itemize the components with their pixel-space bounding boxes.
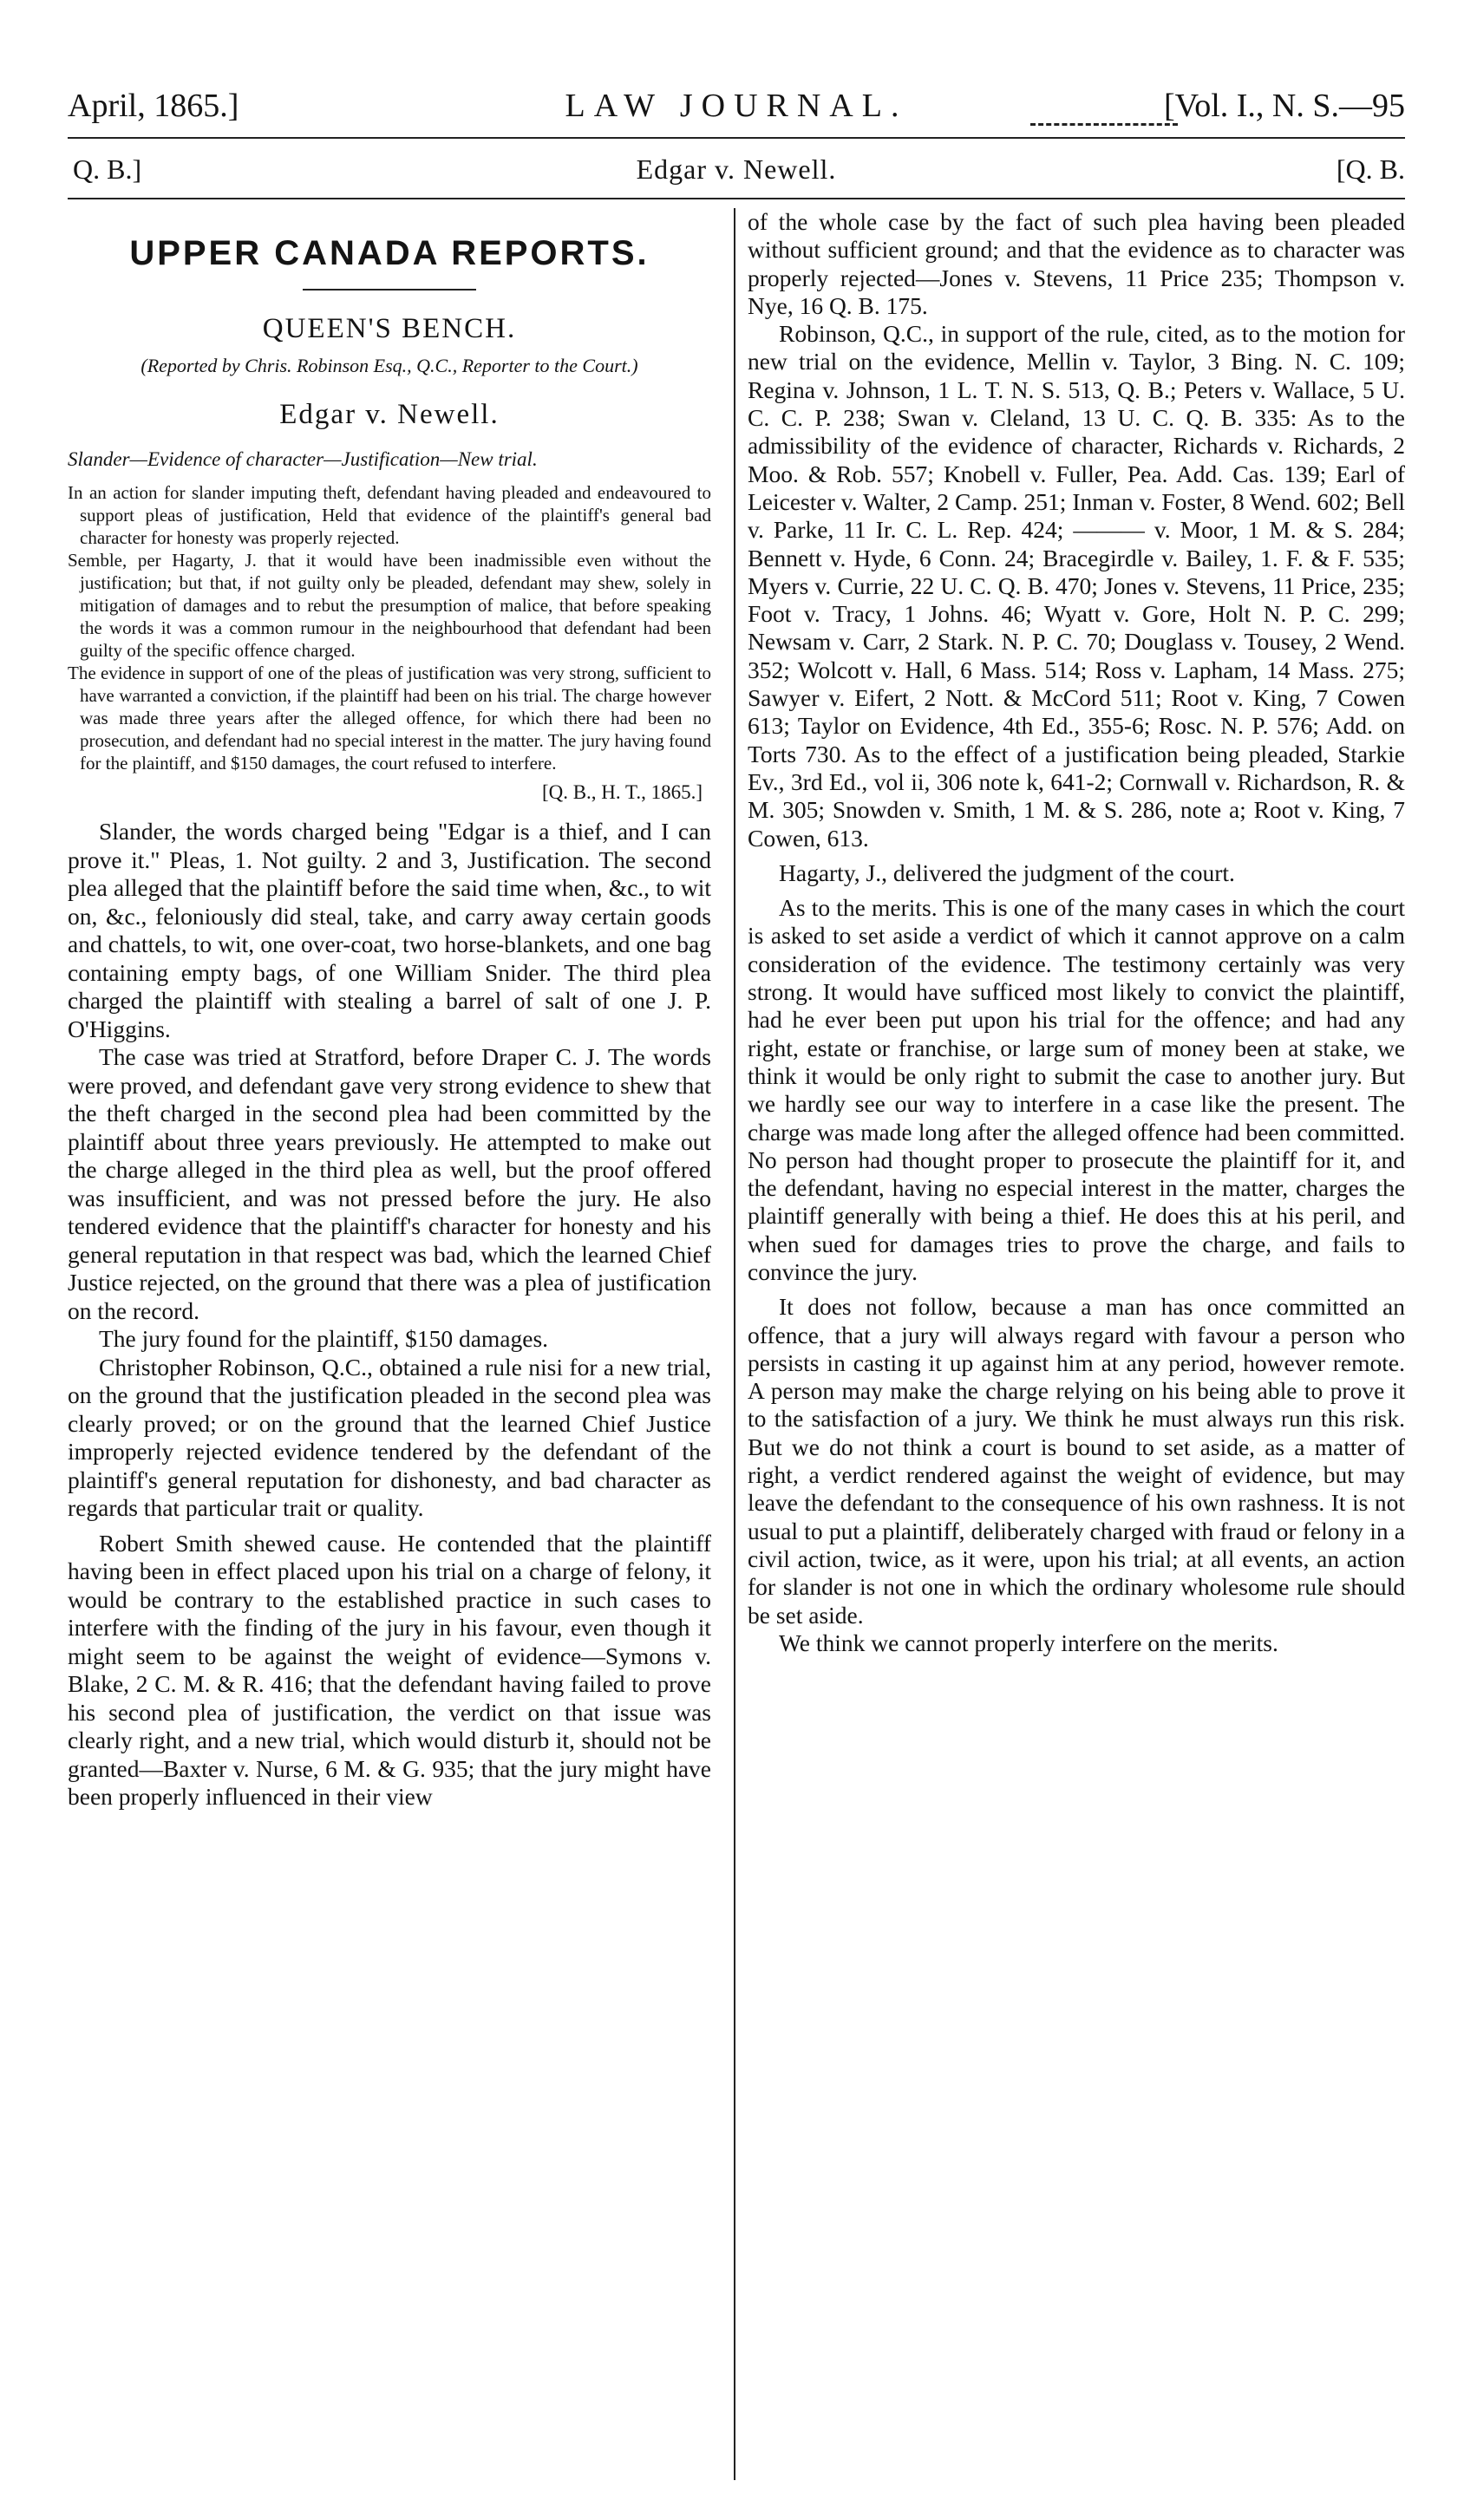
- headnote: The evidence in support of one of the pleas of justification was very strong, sufficient to have warranted a conviction, if the plaintiff had been on his trial. The charge however was made three years after the alleged offence, for which there had been no prosecution, and defendant had no special interest in the matter. The jury having found for the plaintiff, and $150 damages, the court refused to interfere.: [68, 663, 711, 774]
- body-paragraph: The jury found for the plaintiff, $150 damages.: [99, 1325, 549, 1352]
- case-title: Edgar v. Newell.: [279, 399, 500, 430]
- body-paragraph: of the whole case by the fact of such plea having been pleaded without sufficient ground; and that the evidence as to character was properly rejected—Jones v. Stevens, 11 Price 235; Thompson v. Nye, 16 Q. B. 175.: [748, 208, 1405, 319]
- case-head-rule: [68, 198, 1405, 199]
- journal-title: LAW JOURNAL.: [565, 88, 908, 124]
- court-name: QUEEN'S BENCH.: [262, 313, 517, 344]
- court-right: [Q. B.: [1336, 153, 1405, 185]
- running-head: [68, 80, 1405, 132]
- subject-line: Slander—Evidence of character—Justification—New trial.: [68, 448, 538, 470]
- column-divider: [734, 208, 735, 2480]
- issue-date: April, 1865.]: [68, 88, 239, 124]
- body-paragraph: The case was tried at Stratford, before Draper C. J. The words were proved, and defendant gave very strong evidence to shew that the theft charged in the second plea had been committed by the plaintiff about three years previously. He attempted to make out the charge alleged in the third plea as well, but the proof offered was insufficient, and was not pressed before the jury. He also tendered evidence that the plaintiff's character for honesty and his general reputation in that respect was bad, which the learned Chief Justice rejected, on the ground that there was a plea of justification on the record.: [68, 1043, 711, 1324]
- section-title: UPPER CANADA REPORTS.: [129, 234, 650, 272]
- body-paragraph: Hagarty, J., delivered the judgment of the court.: [779, 858, 1235, 886]
- headnote: In an action for slander imputing theft, defendant having pleaded and endeavoured to support pleas of justification, Held that evidence of the plaintiff's general bad character for honesty was properly rejected.: [68, 482, 711, 548]
- header-rule: [68, 137, 1405, 139]
- body-paragraph: Slander, the words charged being "Edgar is a thief, and I can prove it." Pleas, 1. Not guilty. 2 and 3, Justification. The second plea alleged that the plaintiff before the said time when, &c., to wit on, &c., feloniously did steal, take, and carry away certain goods and chattels, to wit, one over-coat, two horse-blankets, and one bag containing empty bags, of one William Snider. The third plea charged the plaintiff with stealing a barrel of salt of one J. P. O'Higgins.: [68, 818, 711, 1042]
- court-left: Q. B.]: [73, 153, 142, 185]
- headnote: Semble, per Hagarty, J. that it would have been inadmissible even without the justification; but that, if not guilty only be pleaded, defendant may shew, solely in mitigation of damages and to rebut the presumption of malice, that before speaking the words it was a common rumour in the neighbourhood that defendant had been guilty of the specific offence charged.: [68, 550, 711, 661]
- case-running-head: [68, 146, 1405, 193]
- volume-page: [Vol. I., N. S.—95: [1164, 88, 1405, 124]
- title-rule: [303, 289, 476, 291]
- left-column: [68, 208, 711, 2497]
- body-paragraph: We think we cannot properly interfere on the merits.: [779, 1629, 1278, 1656]
- body-paragraph: Robert Smith shewed cause. He contended that the plaintiff having been in effect placed upon his trial on a charge of felony, it would be contrary to the established practice in such cases to interfere with the finding of the jury in his favour, even though it might seem to be against the weight of evidence—Symons v. Blake, 2 C. M. & R. 416; that the defendant having failed to prove his second plea of justification, the verdict on that issue was clearly right, and a new trial, which would disturb it, should not be granted—Baxter v. Nurse, 6 M. & G. 935; that the jury might have been properly influenced in their view: [68, 1529, 711, 1810]
- body-paragraph: Christopher Robinson, Q.C., obtained a rule nisi for a new trial, on the ground that the justification pleaded in the second plea was clearly proved; or on the ground that the learned Chief Justice improperly rejected evidence tendered by the defendant of the plaintiff's general reputation for dishonesty, and bad character as regards that particular trait or quality.: [68, 1353, 711, 1521]
- term-citation: [Q. B., H. T., 1865.]: [541, 781, 703, 803]
- body-paragraph: Robinson, Q.C., in support of the rule, cited, as to the motion for new trial on the evidence, Mellin v. Taylor, 3 Bing. N. C. 109; Regina v. Johnson, 1 L. T. N. S. 513, Q. B.; Peters v. Wallace, 5 U. C. C. P. 238; Swan v. Cleland, 13 U. C. Q. B. 335: As to the admissibility of the evidence of character, Richards v. Richards, 2 Moo. & Rob. 557; Knobell v. Fuller, Pea. Add. Cas. 139; Earl of Leicester v. Walter, 2 Camp. 251; Inman v. Foster, 8 Wend. 602; Bell v. Parke, 11 Ir. C. L. Rep. 424; ——— v. Moor, 1 M. & S. 284; Bennett v. Hyde, 6 Conn. 24; Bracegirdle v. Bailey, 1. F. & F. 535; Myers v. Currie, 22 U. C. Q. B. 470; Jones v. Stevens, 11 Price, 235; Foot v. Tracy, 1 Johns. 46; Wyatt v. Gore, Holt N. P. C. 299; Newsam v. Carr, 2 Stark. N. P. C. 70; Douglass v. Tousey, 2 Wend. 352; Wolcott v. Hall, 6 Mass. 514; Ross v. Lapham, 14 Mass. 275; Sawyer v. Eifert, 2 Nott. & McCord 511; Root v. King, 7 Cowen 613; Taylor on Evidence, 4th Ed., 355-6; Rosc. N. P. 576; Add. on Torts 730. As to the effect of a justification being pleaded, Starkie Ev., 3rd Ed., vol ii, 306 note k, 641-2; Cornwall v. Richardson, R. & M. 305; Snowden v. Smith, 1 M. & S. 286, note a; Root v. King, 7 Cowen, 613.: [748, 320, 1405, 852]
- header-dash-rule: [1030, 123, 1178, 126]
- reporter-note: (Reported by Chris. Robinson Esq., Q.C., Reporter to the Court.): [141, 355, 638, 376]
- body-paragraph: It does not follow, because a man has once committed an offence, that a jury will always regard with favour a person who persists in casting it up against him at any period, however remote. A person may make the charge relying on his being able to prove it to the satisfaction of a jury. We think he must always run this risk. But we do not think a court is bound to set aside, as a matter of right, a verdict rendered against the weight of evidence, but may leave the defendant to the consequence of his own rashness. It is not usual to put a plaintiff, deliberately charged with fraud or felony in a civil action, twice, as it were, upon his trial; at all events, an action for slander is not one in which the ordinary wholesome rule should be set aside.: [748, 1293, 1405, 1629]
- right-column: [748, 208, 1405, 2497]
- body-paragraph: As to the merits. This is one of the many cases in which the court is asked to set aside a verdict of which it cannot approve on a calm consideration of the evidence. The testimony certainly was very strong. It would have sufficed most likely to convict the plaintiff, had he ever been put upon his trial for the offence; and had any right, estate or franchise, or large sum of money been at stake, we think it would be only right to submit the case to another jury. But we hardly see our way to interfere in a case like the present. The charge was made long after the alleged offence had been committed. No person had thought proper to prosecute the plaintiff for it, and the defendant, having no especial interest in the matter, charges the plaintiff generally with being a thief. He does this at his peril, and when sued for damages tries to prove the charge, and fails to convince the jury.: [748, 894, 1405, 1285]
- case-name-head: Edgar v. Newell.: [636, 153, 837, 185]
